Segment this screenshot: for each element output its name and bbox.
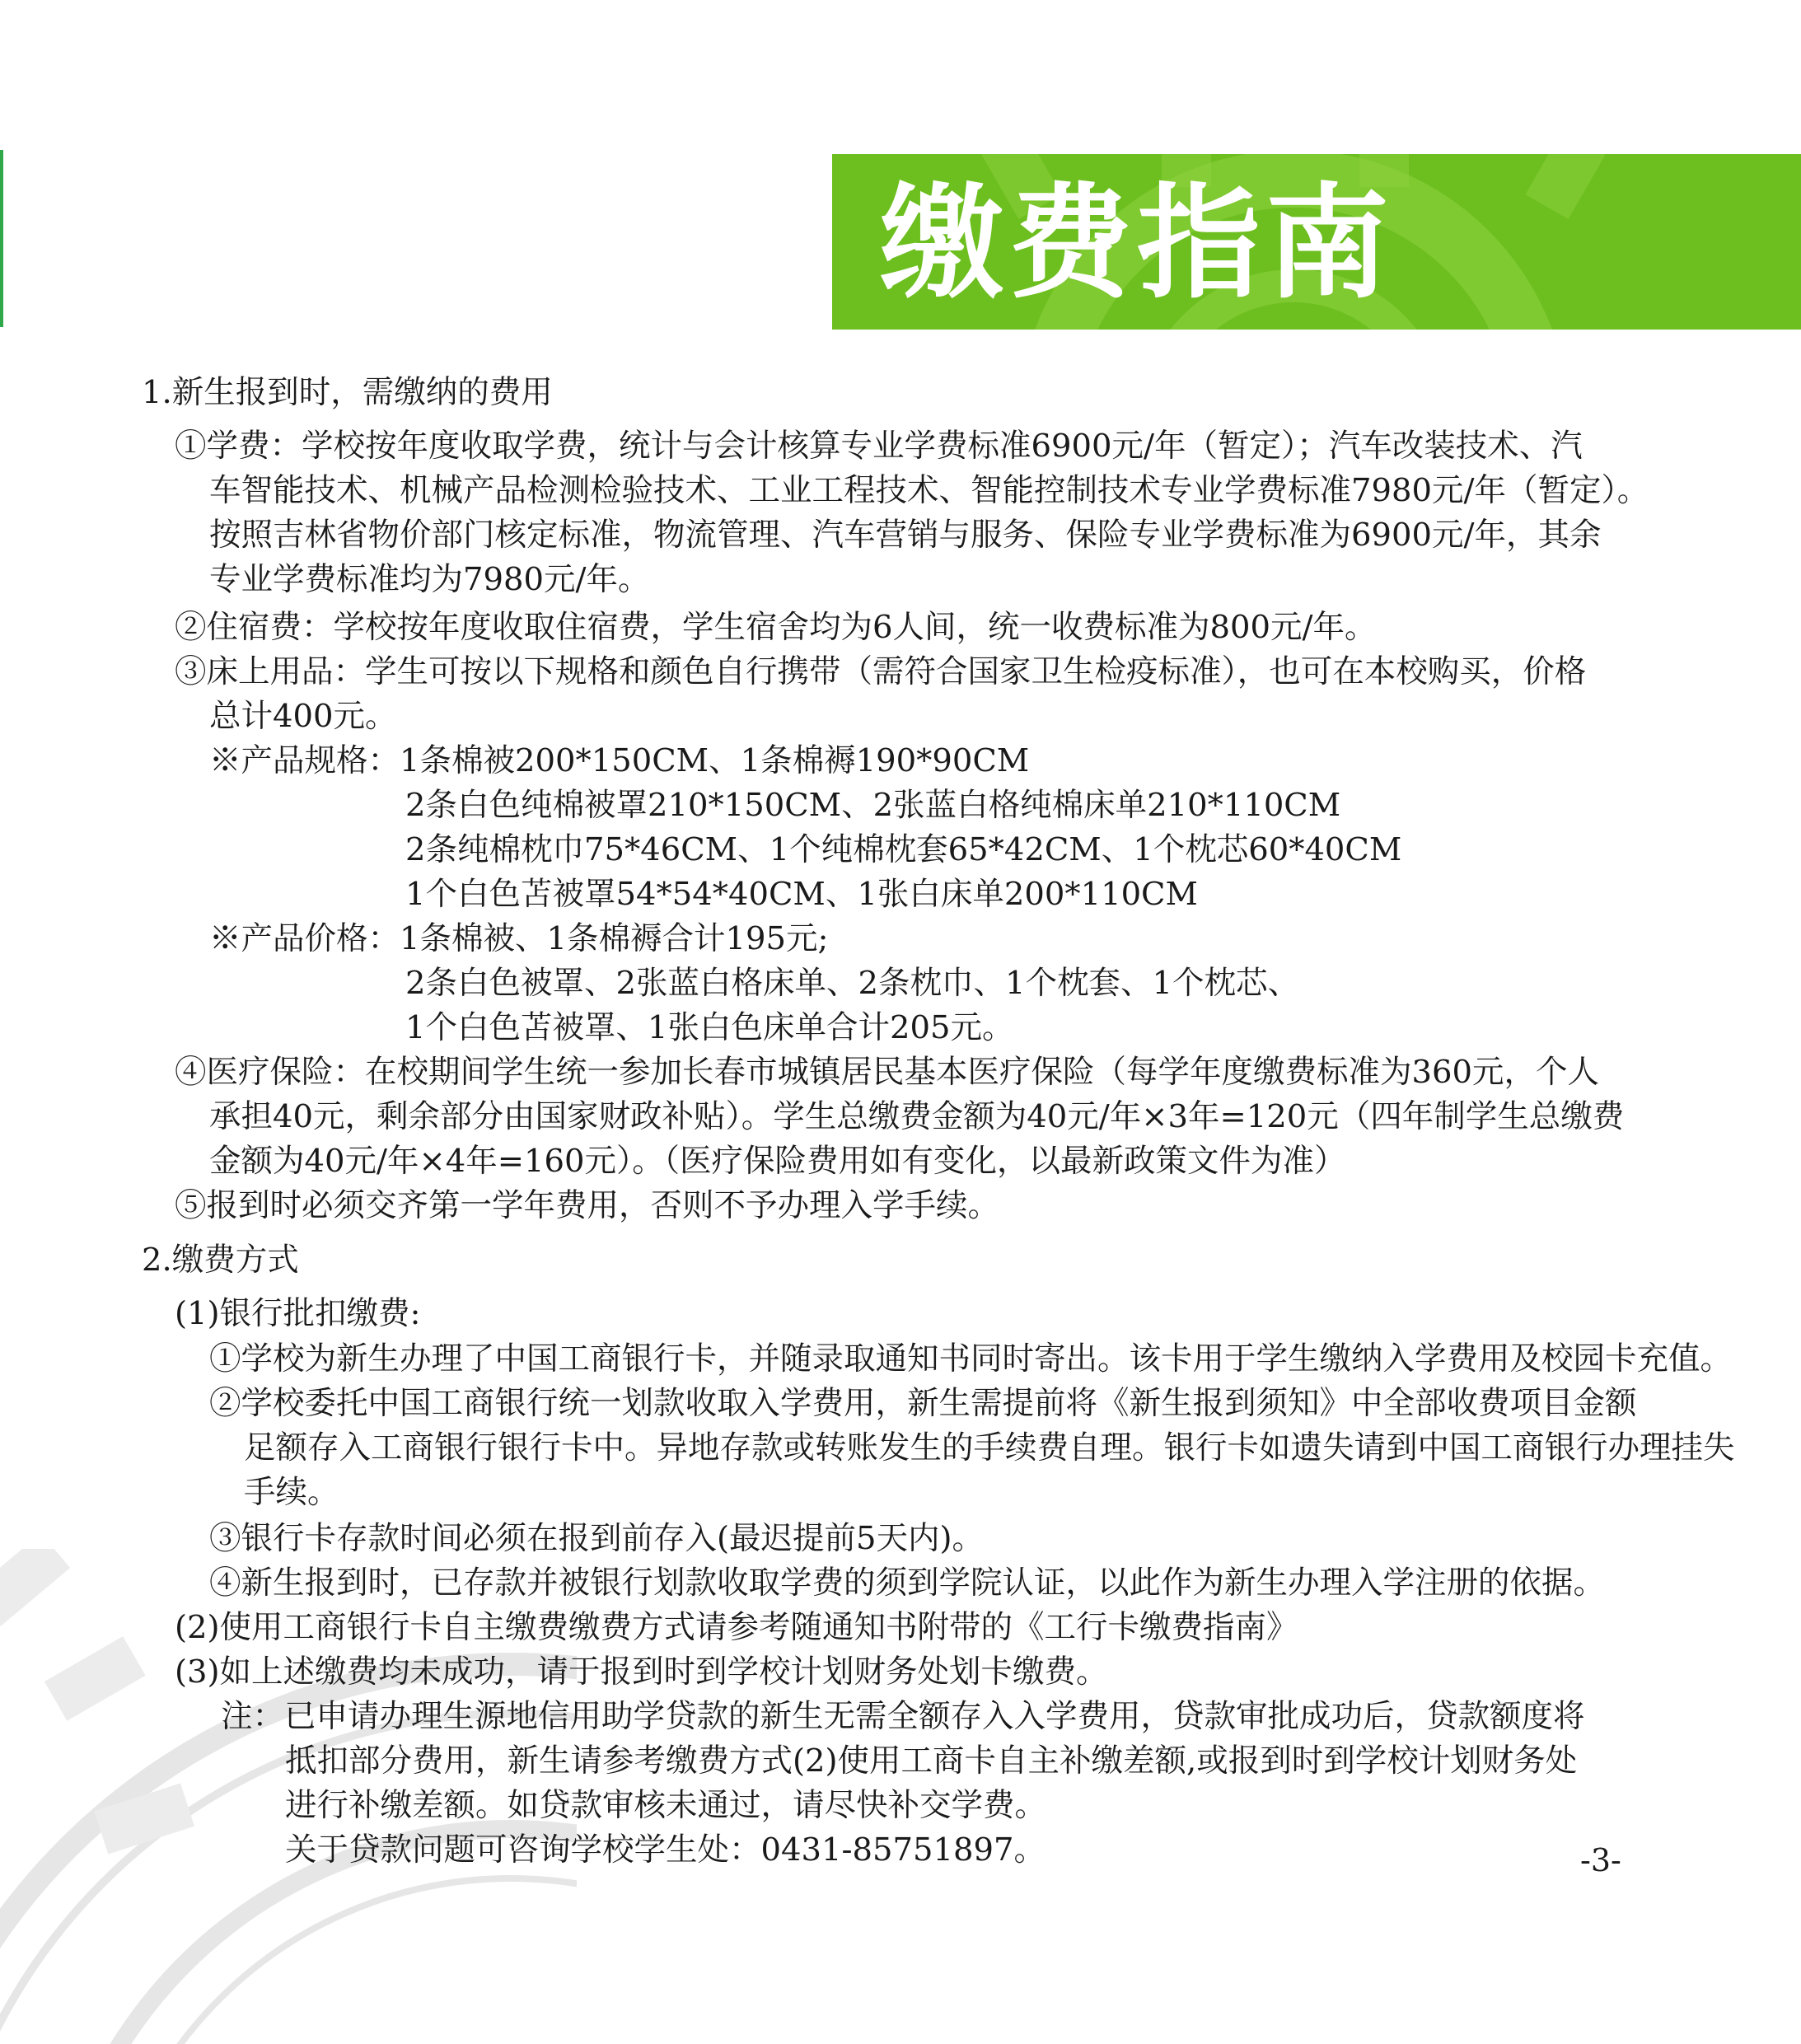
spec-line-1: ※产品规格：1条棉被200*150CM、1条棉褥190*90CM <box>209 742 1030 779</box>
section-2-heading: 2.缴费方式 <box>142 1242 299 1279</box>
tuition-line-4: 专业学费标准均为7980元/年。 <box>209 561 650 598</box>
loan-note-line-2: 抵扣部分费用，新生请参考缴费方式(2)使用工商卡自主补缴差额,或报到时到学校计划财务处 <box>285 1742 1578 1780</box>
card-payment-line: (3)如上述缴费均未成功，请于报到时到学校计划财务处划卡缴费。 <box>175 1653 1108 1691</box>
insurance-line-2: 承担40元，剩余部分由国家财政补贴）。学生总缴费金额为40元/年×3年=120元（四年制学生总缴费 <box>209 1098 1625 1135</box>
bedding-line-2: 总计400元。 <box>209 698 397 735</box>
insurance-line-3: 金额为40元/年×4年=160元）。（医疗保险费用如有变化，以最新政策文件为准） <box>209 1143 1346 1180</box>
price-line-1: ※产品价格：1条棉被、1条棉褥合计195元; <box>209 920 829 957</box>
bank-line-4: 手续。 <box>244 1474 339 1511</box>
spec-line-3: 2条纯棉枕巾75*46CM、1个纯棉枕套65*42CM、1个枕芯60*40CM <box>405 831 1402 868</box>
page-title: 缴费指南 <box>880 172 1395 316</box>
spec-line-2: 2条白色纯棉被罩210*150CM、2张蓝白格纯棉床单210*110CM <box>405 787 1341 824</box>
bedding-line-1: ③床上用品：学生可按以下规格和颜色自行携带（需符合国家卫生检疫标准），也可在本校购买，价格 <box>175 653 1587 690</box>
self-payment-line: (2)使用工商银行卡自主缴费缴费方式请参考随通知书附带的《工行卡缴费指南》 <box>175 1609 1298 1646</box>
section-1-heading: 1.新生报到时，需缴纳的费用 <box>142 374 553 411</box>
loan-note-line-3: 进行补缴差额。如贷款审核未通过，请尽快补交学费。 <box>285 1787 1047 1824</box>
loan-note-line-1: 注：已申请办理生源地信用助学贷款的新生无需全额存入入学费用，贷款审批成功后，贷款额度将 <box>221 1698 1585 1735</box>
accommodation-line: ②住宿费：学校按年度收取住宿费，学生宿舍均为6人间，统一收费标准为800元/年。 <box>175 609 1377 646</box>
deposit-time-line: ③银行卡存款时间必须在报到前存入(最迟提前5天内)。 <box>209 1520 985 1557</box>
bank-debit-heading: (1)银行批扣缴费: <box>175 1295 421 1332</box>
insurance-line-1: ④医疗保险：在校期间学生统一参加长春市城镇居民基本医疗保险（每学年度缴费标准为360元，个人 <box>175 1054 1599 1091</box>
price-line-2: 2条白色被罩、2张蓝白格床单、2条枕巾、1个枕套、1个枕芯、 <box>405 965 1299 1002</box>
loan-contact-line: 关于贷款问题可咨询学校学生处：0431-85751897。 <box>285 1831 1046 1869</box>
registration-verify-line: ④新生报到时，已存款并被银行划款收取学费的须到学院认证，以此作为新生办理入学注册的依据。 <box>209 1565 1606 1602</box>
bank-line-1: ①学校为新生办理了中国工商银行卡，并随录取通知书同时寄出。该卡用于学生缴纳入学费用及校园卡充值。 <box>209 1340 1733 1377</box>
tuition-line-2: 车智能技术、机械产品检测检验技术、工业工程技术、智能控制技术专业学费标准7980元/年（暂定）。 <box>209 472 1649 509</box>
tuition-line-1: ①学费：学校按年度收取学费，统计与会计核算专业学费标准6900元/年（暂定）；汽车改装技术、汽 <box>175 428 1583 465</box>
price-line-3: 1个白色苫被罩、1张白色床单合计205元。 <box>405 1009 1014 1046</box>
bank-line-3: 足额存入工商银行银行卡中。异地存款或转账发生的手续费自理。银行卡如遗失请到中国工商银行办理挂失 <box>244 1429 1735 1466</box>
tuition-line-3: 按照吉林省物价部门核定标准，物流管理、汽车营销与服务、保险专业学费标准为6900元/年，其余 <box>209 517 1602 554</box>
registration-note: ⑤报到时必须交齐第一学年费用，否则不予办理入学手续。 <box>175 1187 1000 1224</box>
page-number: -3- <box>1580 1842 1621 1878</box>
bank-line-2: ②学校委托中国工商银行统一划款收取入学费用，新生需提前将《新生报到须知》中全部收费项目金额 <box>209 1385 1637 1422</box>
spec-line-4: 1个白色苫被罩54*54*40CM、1张白床单200*110CM <box>405 876 1198 913</box>
